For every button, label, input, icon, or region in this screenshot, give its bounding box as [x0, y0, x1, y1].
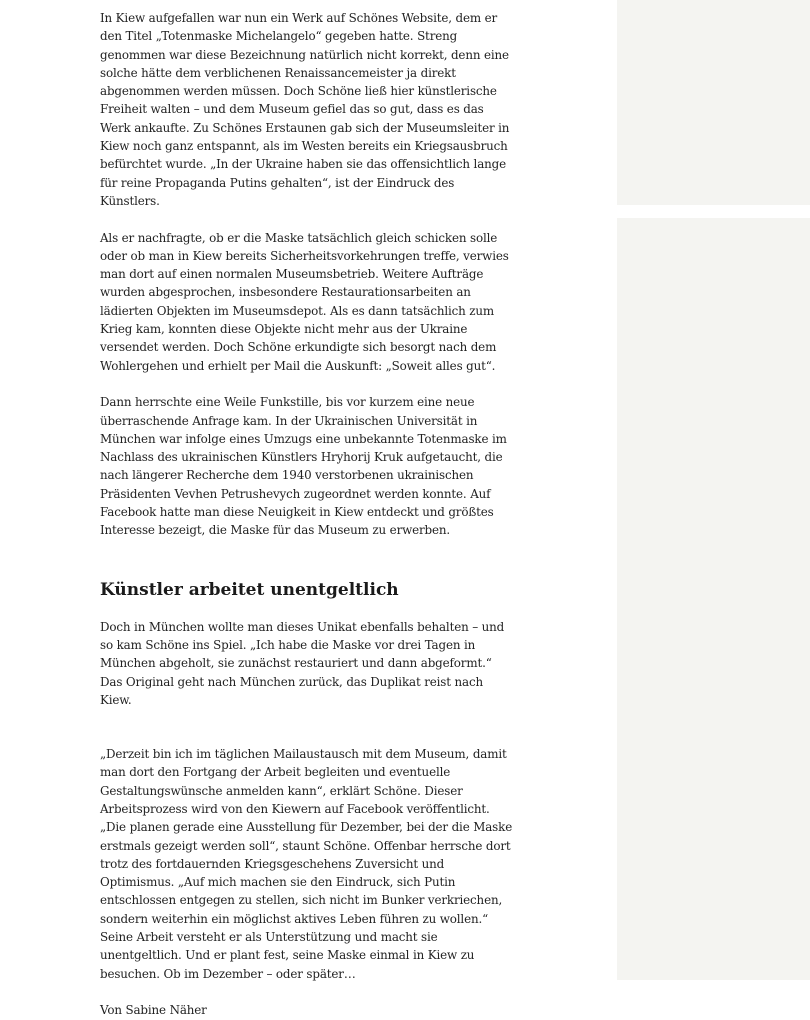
- author-byline: Von Sabine Näher: [100, 1003, 207, 1018]
- article-paragraph: Dann herrschte eine Weile Funkstille, bis vor kurzem eine neue überraschende Anfrage kam. In der Ukrainischen Universität in München war infolge eines Umzugs eine unbekannte Totenmaske im Nachlass des ukrainischen Künstlers Hryhorij Kruk aufgetaucht, die nach längerer Recherche dem 1940 verstorbenen ukrainischen Präsidenten Vevhen Petrushevych zugeordnet werden konnte. Auf Facebook hatte man diese Neuigkeit in Kiew entdeckt und größtes Interesse bezeigt, die Maske für das Museum zu erwerben.: [100, 395, 507, 538]
- article-paragraph: In Kiew aufgefallen war nun ein Werk auf Schönes Website, dem er den Titel „Totenmaske Michelangelo“ gegeben hatte. Streng genommen war diese Bezeichnung natürlich nicht korrekt, denn eine solche hätte dem verblichenen Renaissancemeister ja direkt abgenommen werden müssen. Doch Schöne ließ hier künstlerische Freiheit walten – und dem Museum gefiel das so gut, dass es das Werk ankaufte. Zu Schönes Erstaunen gab sich der Museumsleiter in Kiew noch ganz entspannt, als im Westen bereits ein Kriegsausbruch befürchtet wurde. „In der Ukraine haben sie das offensichtlich lange für reine Propaganda Putins gehalten“, ist der Eindruck des Künstlers.: [100, 11, 510, 208]
- article-body: [100, 9, 515, 1020]
- article-paragraph: Als er nachfragte, ob er die Maske tatsächlich gleich schicken solle oder ob man in Kiew bereits Sicherheitsvorkehrungen treffe, verwies man dort auf einen normalen Museumsbetrieb. Weitere Aufträge wurden abgesprochen, insbesondere Restaurationsarbeiten an lädierten Objekten im Museumsdepot. Als es dann tatsächlich zum Krieg kam, konnten diese Objekte nicht mehr aus der Ukraine versendet werden. Doch Schöne erkundigte sich besorgt nach dem Wohlergehen und erhielt per Mail die Auskunft: „Soweit alles gut“.: [100, 230, 509, 373]
- section-heading: Künstler arbeitet unentgeltlich: [100, 579, 399, 600]
- sidebar-panel-bottom: [617, 218, 810, 980]
- article-paragraph: Doch in München wollte man dieses Unikat ebenfalls behalten – und so kam Schöne ins Spiel. „Ich habe die Maske vor drei Tagen in München abgeholt, sie zunächst restauriert und dann abgeformt.“ Das Original geht nach München zurück, das Duplikat reist nach Kiew.: [100, 619, 505, 707]
- sidebar-panel-top: [617, 0, 810, 205]
- article-quote-paragraph: „Derzeit bin ich im täglichen Mailaustausch mit dem Museum, damit man dort den Fortgang der Arbeit begleiten und eventuelle Gestaltungswünsche anmelden kann“, erklärt Schöne. Dieser Arbeitsprozess wird von den Kiewern auf Facebook veröffentlicht. „Die planen gerade eine Ausstellung für Dezember, bei der die Maske erstmals gezeigt werden soll“, staunt Schöne. Offenbar herrsche dort trotz des fortdauernden Kriegsgeschehens Zuversicht und Optimismus. „Auf mich machen sie den Eindruck, sich Putin entschlossen entgegen zu stellen, sich nicht im Bunker verkriechen, sondern weiterhin ein möglichst aktives Leben führen zu wollen.“ Seine Arbeit versteht er als Unterstützung und macht sie unentgeltlich. Und er plant fest, seine Maske einmal in Kiew zu besuchen. Ob im Dezember – oder später…: [100, 747, 513, 981]
